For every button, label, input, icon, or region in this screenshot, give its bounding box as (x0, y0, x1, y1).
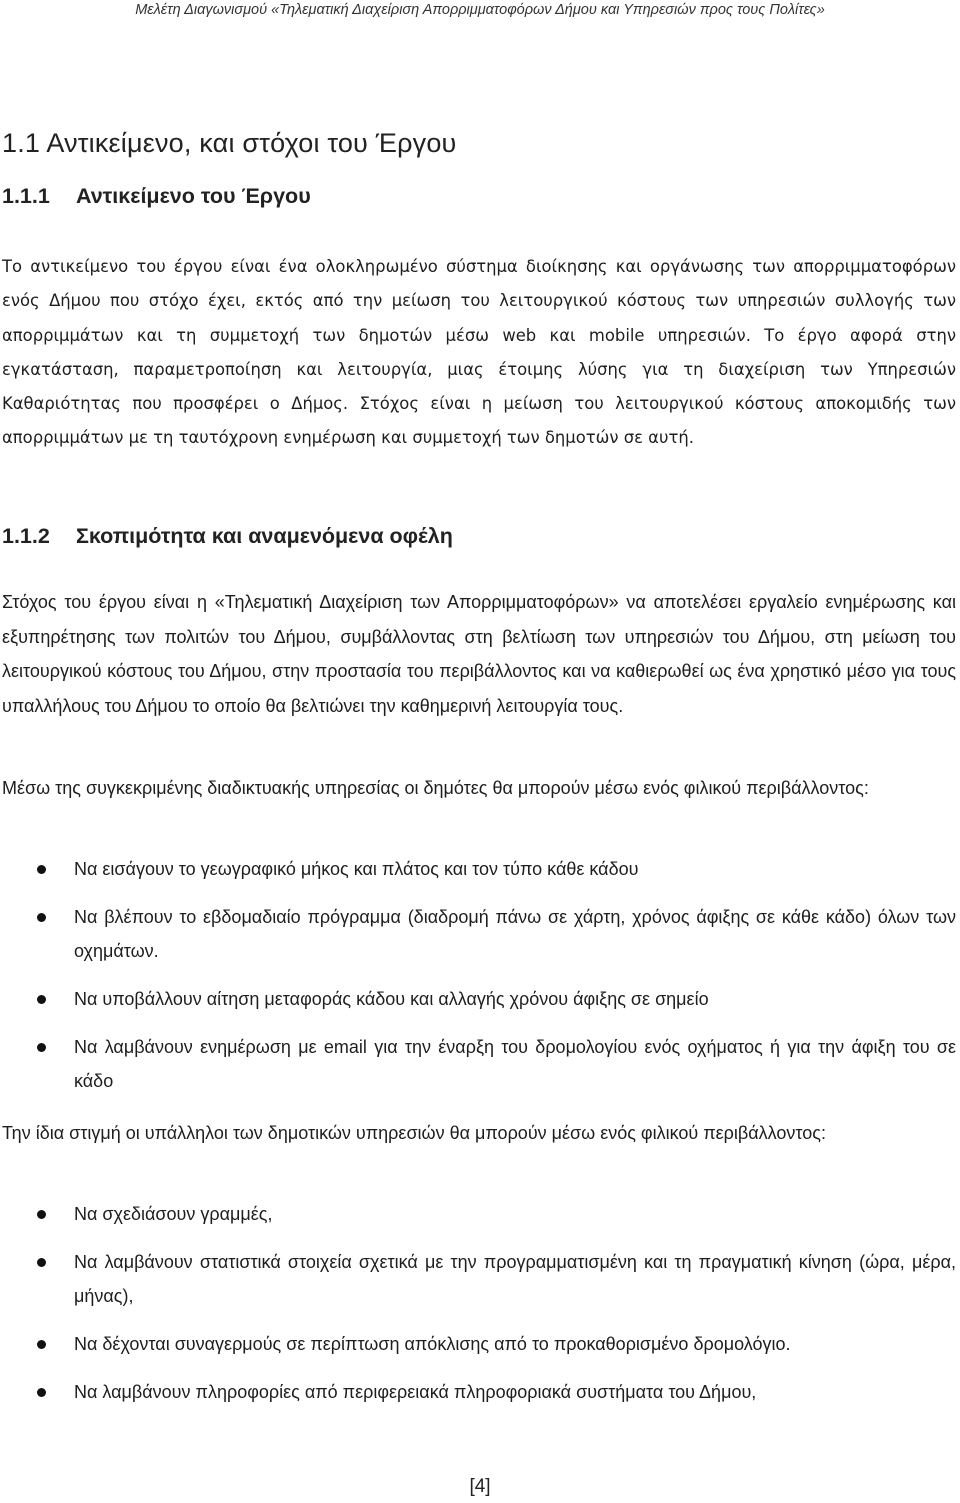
bullet-icon (37, 1210, 46, 1219)
bullet-icon (37, 1043, 46, 1052)
staff-intro-paragraph: Την ίδια στιγμή οι υπάλληλοι των δημοτικών υπηρεσιών θα μπορούν μέσω ενός φιλικού περιβάλλοντος: (2, 1123, 826, 1143)
citizens-bullet-list (0, 853, 956, 1113)
bullet-icon (37, 865, 46, 874)
list-item: Να υποβάλλουν αίτηση μεταφοράς κάδου και αλλαγής χρόνου άφιξης σε σημείο (0, 983, 956, 1017)
staff-bullet-list (0, 1198, 956, 1425)
bullet-icon (37, 913, 46, 922)
bullet-icon (37, 1388, 46, 1397)
subsection-title: Σκοπιμότητα και αναμενόμενα οφέλη (76, 524, 453, 548)
purpose-paragraph: Στόχος του έργου είναι η «Τηλεματική Διαχείριση των Απορριμματοφόρων» να αποτελέσει εργαλείο ενημέρωσης και εξυπηρέτησης των πολιτών του Δήμου, συμβάλλοντας στη βελτίωση των υπηρεσιών του Δήμου, στη μείωση του λειτουργικού κόστους του Δήμου, στην προστασία του περιβάλλοντος και να καθιερωθεί ως ένα χρηστικό μέσο για τους υπαλλήλους του Δήμου το οποίο θα βελτιώνει την καθημερινή λειτουργία τους. (2, 592, 956, 716)
list-item: Να λαμβάνουν ενημέρωση με email για την έναρξη του δρομολογίου ενός οχήματος ή για την άφιξη του σε κάδο (0, 1031, 956, 1098)
list-item: Να λαμβάνουν πληροφορίες από περιφερειακά πληροφοριακά συστήματα του Δήμου, (0, 1376, 956, 1410)
objective-paragraph: Το αντικείμενο του έργου είναι ένα ολοκληρωμένο σύστημα διοίκησης και οργάνωσης των απορριμματοφόρων ενός Δήμου που στόχο έχει, εκτός από την μείωση του λειτουργικού κόστους των υπηρεσιών συλλογής των απορριμμάτων και τη συμμετοχή των δημοτών μέσω web και mobile υπηρεσιών. Το έργο αφορά στην εγκατάσταση, παραμετροποίηση και λειτουργία, μιας έτοιμης λύσης για τη διαχείριση των Υπηρεσιών Καθαριότητας που προσφέρει ο Δήμος. Στόχος είναι η μείωση του λειτουργικού κόστους αποκομιδής των απορριμμάτων με τη ταυτόχρονη ενημέρωση και συμμετοχή των δημοτών σε αυτή. (2, 257, 956, 448)
document-header: Μελέτη Διαγωνισμού «Τηλεματική Διαχείριση Απορριμματοφόρων Δήμου και Υπηρεσιών προς τους Πολίτες» (135, 2, 825, 18)
list-item: Να βλέπουν το εβδομαδιαίο πρόγραμμα (διαδρομή πάνω σε χάρτη, χρόνος άφιξης σε κάθε κάδο) όλων των οχημάτων. (0, 901, 956, 968)
bullet-icon (37, 1340, 46, 1349)
page-number: [4] (469, 1476, 491, 1497)
subsection-number: 1.1.1 (2, 184, 50, 208)
list-item: Να δέχονται συναγερμούς σε περίπτωση απόκλισης από το προκαθορισμένο δρομολόγιο. (0, 1328, 956, 1362)
list-item: Να εισάγουν το γεωγραφικό μήκος και πλάτος και τον τύπο κάθε κάδου (0, 853, 956, 887)
list-item: Να λαμβάνουν στατιστικά στοιχεία σχετικά με την προγραμματισμένη και τη πραγματική κίνηση (ώρα, μέρα, μήνας), (0, 1246, 956, 1313)
subsection-number: 1.1.2 (2, 524, 50, 548)
citizens-intro-paragraph: Μέσω της συγκεκριμένης διαδικτυακής υπηρεσίας οι δημότες θα μπορούν μέσω ενός φιλικού περιβάλλοντος: (2, 778, 869, 798)
bullet-icon (37, 995, 46, 1004)
list-item: Να σχεδιάσουν γραμμές, (0, 1198, 956, 1232)
section-title: 1.1 Αντικείμενο, και στόχοι του Έργου (2, 128, 457, 158)
subsection-heading-2 (2, 524, 453, 549)
subsection-heading-1 (2, 184, 311, 209)
bullet-icon (37, 1258, 46, 1267)
subsection-title: Αντικείμενο του Έργου (76, 184, 311, 208)
